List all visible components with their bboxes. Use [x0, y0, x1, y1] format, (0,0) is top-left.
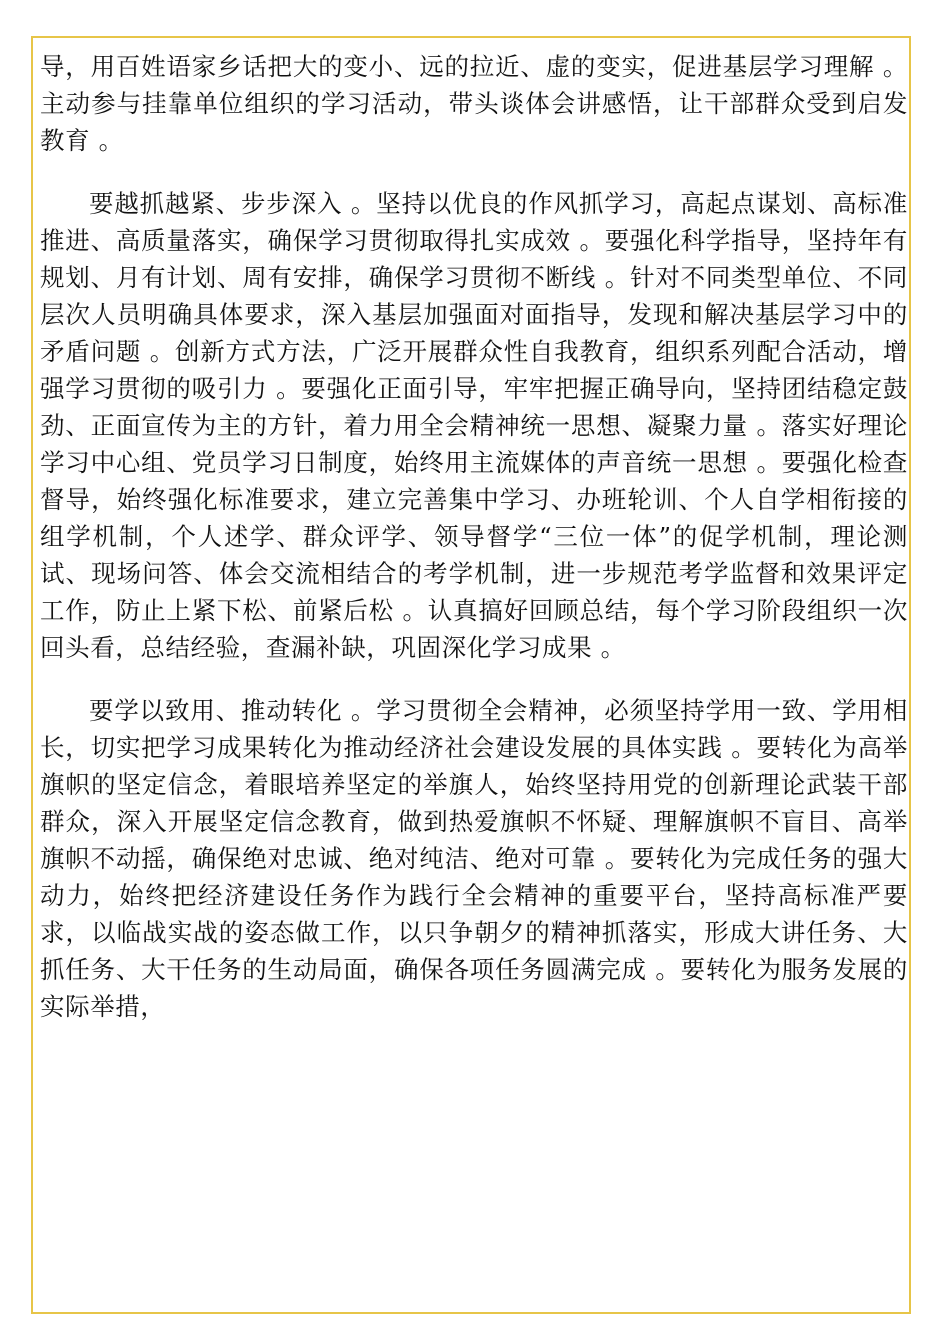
- paragraph-continuation: 导，用百姓语家乡话把大的变小、远的拉近、虚的变实，促进基层学习理解 。主动参与挂靠单位组织的学习活动，带头谈体会讲感悟，让干部群众受到启发教育 。: [40, 52, 908, 155]
- document-body: [40, 48, 908, 1051]
- paragraph-deepen-study: 要越抓越紧、步步深入 。坚持以优良的作风抓学习，高起点谋划、高标准推进、高质量落实，确保学习贯彻取得扎实成效 。要强化科学指导，坚持年有规划、月有计划、周有安排，确保学习贯彻不断线 。针对不同类型单位、不同层次人员明确具体要求，深入基层加强面对面指导，发现和解决基层学习中的矛盾问题 。创新方式方法，广泛开展群众性自我教育，组织系列配合活动，增强学习贯彻的吸引力 。要强化正面引导，牢牢把握正确导向，坚持团结稳定鼓劲、正面宣传为主的方针，着力用全会精神统一思想、凝聚力量 。落实好理论学习中心组、党员学习日制度，始终用主流媒体的声音统一思想 。要强化检查督导，始终强化标准要求，建立完善集中学习、办班轮训、个人自学相衔接的组学机制，个人述学、群众评学、领导督学“三位一体”的促学机制，理论测试、现场问答、体会交流相结合的考学机制，进一步规范考学监督和效果评定工作，防止上紧下松、前紧后松 。认真搞好回顾总结，每个学习阶段组织一次回头看，总结经验，查漏补缺，巩固深化学习成果 。: [40, 189, 908, 662]
- paragraph-apply-learning: 要学以致用、推动转化 。学习贯彻全会精神，必须坚持学用一致、学用相长，切实把学习成果转化为推动经济社会建设发展的具体实践 。要转化为高举旗帜的坚定信念，着眼培养坚定的举旗人，始终坚持用党的创新理论武装干部群众，深入开展坚定信念教育，做到热爱旗帜不怀疑、理解旗帜不盲目、高举旗帜不动摇，确保绝对忠诚、绝对纯洁、绝对可靠 。要转化为完成任务的强大动力，始终把经济建设任务作为践行全会精神的重要平台，坚持高标准严要求，以临战实战的姿态做工作，以只争朝夕的精神抓落实，形成大讲任务、大抓任务、大干任务的生动局面，确保各项任务圆满完成 。要转化为服务发展的实际举措，: [40, 696, 908, 1021]
